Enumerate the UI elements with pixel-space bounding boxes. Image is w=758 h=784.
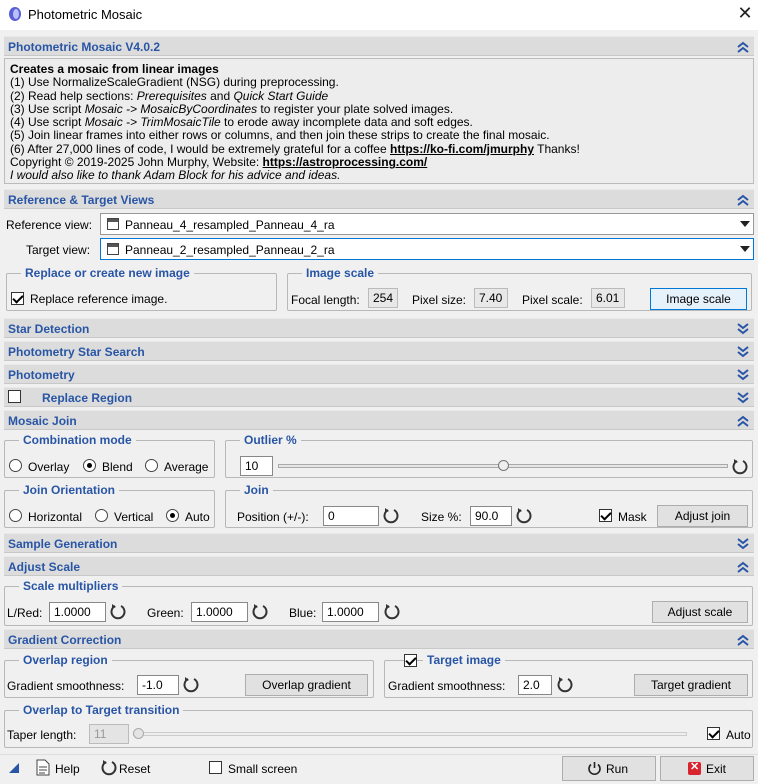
info-line: (3) Use script Mosaic -> MosaicByCoordinates to register your plate solved images. (10, 101, 454, 116)
info-line: Copyright © 2019-2025 John Murphy, Website: https://astroprocessing.com/ (10, 155, 428, 170)
pixel-scale-field: 6.01 (591, 288, 625, 308)
close-button[interactable]: ✕ (737, 3, 753, 23)
exit-button[interactable] (660, 756, 754, 781)
section-title: Star Detection (8, 322, 90, 336)
target-smoothness-label: Gradient smoothness: (388, 679, 506, 693)
footer-separator (0, 754, 758, 755)
target-view-label: Target view: (26, 243, 91, 257)
size-label: Size %: (421, 510, 462, 524)
small-screen-label: Small screen (228, 762, 298, 776)
reset-button[interactable]: Reset (119, 762, 151, 776)
group-title: Target image (423, 653, 505, 667)
reference-view-value: Panneau_4_resampled_Panneau_4_ra (125, 218, 335, 232)
section-title: Photometry Star Search (8, 345, 145, 359)
green-label: Green: (147, 606, 184, 620)
replace-group (6, 266, 277, 311)
vertical-label: Vertical (114, 510, 154, 524)
focal-length-field: 254 (368, 288, 398, 308)
info-line: (5) Join linear frames into either rows or columns, and then join these strips to create the final mosaic. (10, 128, 550, 143)
window-icon (107, 218, 119, 230)
taper-label: Taper length: (7, 728, 77, 742)
photometry-section[interactable] (4, 364, 754, 384)
taper-slider-knob[interactable] (133, 728, 144, 739)
reset-icon[interactable] (556, 675, 574, 693)
adjust-scale-section[interactable] (4, 556, 754, 576)
info-panel (4, 58, 754, 184)
auto-taper-checkbox[interactable] (707, 727, 720, 740)
outlier-group (225, 433, 753, 478)
group-title: Join Orientation (19, 483, 119, 497)
info-line: I would also like to thank Adam Block for his advice and ideas. (10, 168, 341, 183)
section-title: Replace Region (42, 391, 133, 405)
replace-region-checkbox[interactable] (8, 390, 21, 403)
collapse-icon[interactable] (736, 633, 750, 647)
group-title: Overlap region (19, 653, 112, 667)
views-section[interactable] (4, 189, 754, 209)
combination-group (4, 433, 215, 478)
position-label: Position (+/-): (237, 510, 309, 524)
image-scale-group (287, 266, 752, 311)
average-radio[interactable] (145, 459, 158, 472)
target-view-value: Panneau_2_resampled_Panneau_2_ra (125, 243, 335, 257)
power-icon (587, 761, 602, 776)
size-field[interactable]: 90.0 (470, 506, 512, 526)
adjust-scale-button[interactable]: Adjust scale (652, 601, 748, 623)
collapse-icon[interactable] (736, 40, 750, 54)
gradient-correction-section[interactable] (4, 629, 754, 649)
reset-icon[interactable] (251, 602, 269, 620)
section-title: Gradient Correction (8, 633, 122, 647)
run-button[interactable] (562, 756, 656, 781)
group-title: Image scale (302, 266, 378, 280)
target-group (384, 653, 753, 698)
pixel-size-field: 7.40 (474, 288, 508, 308)
replace-region-section[interactable] (4, 387, 754, 407)
overlap-smoothness-field[interactable]: -1.0 (137, 675, 179, 695)
reference-view-label: Reference view: (6, 218, 93, 232)
outlier-field[interactable]: 10 (240, 456, 273, 476)
collapse-icon[interactable] (736, 560, 750, 574)
green-field[interactable]: 1.0000 (191, 602, 248, 622)
focal-length-label: Focal length: (291, 293, 360, 307)
section-title: Reference & Target Views (8, 193, 155, 207)
expand-icon[interactable] (736, 537, 750, 551)
transition-group (4, 703, 753, 748)
reset-icon[interactable] (382, 506, 400, 524)
info-line: Creates a mosaic from linear images (10, 62, 219, 76)
website-link[interactable]: https://astroprocessing.com/ (262, 155, 428, 170)
mosaic-join-section[interactable] (4, 410, 754, 430)
info-line: (6) After 27,000 lines of code, I would be extremely grateful for a coffee https://ko-fi.com/jmurphy Thanks! (10, 141, 580, 156)
image-scale-button[interactable]: Image scale (650, 288, 747, 310)
new-instance-icon[interactable] (8, 762, 20, 774)
group-title: Scale multipliers (19, 579, 122, 593)
chevron-down-icon (740, 246, 750, 252)
expand-icon[interactable] (736, 345, 750, 359)
adjust-join-button[interactable]: Adjust join (657, 505, 748, 527)
header-section[interactable] (4, 36, 754, 56)
blend-label: Blend (102, 460, 133, 474)
position-field[interactable]: 0 (323, 506, 379, 526)
star-detection-section[interactable] (4, 318, 754, 338)
info-line: (1) Use NormalizeScaleGradient (NSG) during preprocessing. (10, 75, 339, 90)
help-button[interactable]: Help (55, 762, 80, 776)
orientation-group (4, 483, 215, 528)
mask-checkbox[interactable] (599, 509, 612, 522)
taper-slider[interactable] (133, 732, 687, 736)
blue-field[interactable]: 1.0000 (322, 602, 379, 622)
header-title: Photometric Mosaic V4.0.2 (8, 40, 161, 54)
expand-icon[interactable] (736, 368, 750, 382)
chevron-down-icon (740, 221, 750, 227)
outlier-slider-knob[interactable] (498, 460, 509, 471)
reset-icon[interactable] (182, 675, 200, 693)
mask-label: Mask (618, 510, 647, 524)
target-gradient-button[interactable]: Target gradient (634, 674, 748, 696)
help-icon[interactable] (36, 759, 50, 776)
reset-icon[interactable] (383, 602, 401, 620)
reset-icon[interactable] (731, 457, 749, 475)
auto-radio[interactable] (166, 509, 179, 522)
horizontal-label: Horizontal (28, 510, 83, 524)
section-title: Sample Generation (8, 537, 118, 551)
multipliers-group (4, 579, 753, 626)
sample-generation-section[interactable] (4, 533, 754, 553)
red-field[interactable]: 1.0000 (49, 602, 106, 622)
blend-radio[interactable] (83, 459, 96, 472)
group-title: Join (240, 483, 273, 497)
target-view-combo[interactable] (100, 238, 754, 260)
expand-icon[interactable] (736, 322, 750, 336)
join-group (225, 483, 753, 528)
collapse-icon[interactable] (736, 414, 750, 428)
overlap-gradient-button[interactable]: Overlap gradient (245, 674, 368, 696)
blue-label: Blue: (289, 606, 317, 620)
horizontal-radio[interactable] (9, 509, 22, 522)
window-title: Photometric Mosaic (28, 7, 143, 22)
average-label: Average (164, 460, 209, 474)
overlay-radio[interactable] (9, 459, 22, 472)
exit-icon: ✕ (690, 761, 700, 773)
pixel-scale-label: Pixel scale: (522, 293, 583, 307)
auto-label: Auto (185, 510, 210, 524)
exit-label: Exit (706, 762, 727, 776)
vertical-radio[interactable] (95, 509, 108, 522)
section-title: Photometry (8, 368, 75, 382)
pixel-size-label: Pixel size: (412, 293, 467, 307)
section-title: Mosaic Join (8, 414, 77, 428)
group-title: Combination mode (19, 433, 136, 447)
overlap-group (4, 653, 374, 698)
replace-checkbox-label: Replace reference image. (30, 292, 168, 306)
target-image-checkbox[interactable] (404, 654, 417, 667)
group-title: Overlap to Target transition (19, 703, 183, 717)
overlay-label: Overlay (28, 460, 70, 474)
overlap-smoothness-label: Gradient smoothness: (7, 679, 125, 693)
reset-icon[interactable] (515, 506, 533, 524)
section-title: Adjust Scale (8, 560, 81, 574)
reset-icon[interactable] (100, 758, 118, 776)
auto-taper-label: Auto (726, 728, 751, 742)
small-screen-checkbox[interactable] (209, 761, 222, 774)
group-title: Replace or create new image (21, 266, 194, 280)
target-smoothness-field[interactable]: 2.0 (518, 675, 552, 695)
replace-checkbox[interactable] (11, 292, 24, 305)
window-icon (107, 243, 119, 255)
photometry-search-section[interactable] (4, 341, 754, 361)
info-line: (4) Use script Mosaic -> TrimMosaicTile to erode away incomplete data and soft edges. (10, 115, 473, 130)
app-logo-icon (8, 6, 22, 22)
expand-icon[interactable] (736, 391, 750, 405)
collapse-icon[interactable] (736, 193, 750, 207)
kofi-link[interactable]: https://ko-fi.com/jmurphy (390, 141, 534, 156)
taper-field[interactable]: 11 (89, 724, 129, 744)
red-label: L/Red: (7, 606, 43, 620)
run-label: Run (606, 762, 629, 776)
info-line: (2) Read help sections: Prerequisites and Quick Start Guide (10, 88, 329, 103)
reset-icon[interactable] (109, 602, 127, 620)
title-bar (0, 0, 758, 30)
reference-view-combo[interactable] (100, 213, 754, 235)
group-title: Outlier % (240, 433, 301, 447)
